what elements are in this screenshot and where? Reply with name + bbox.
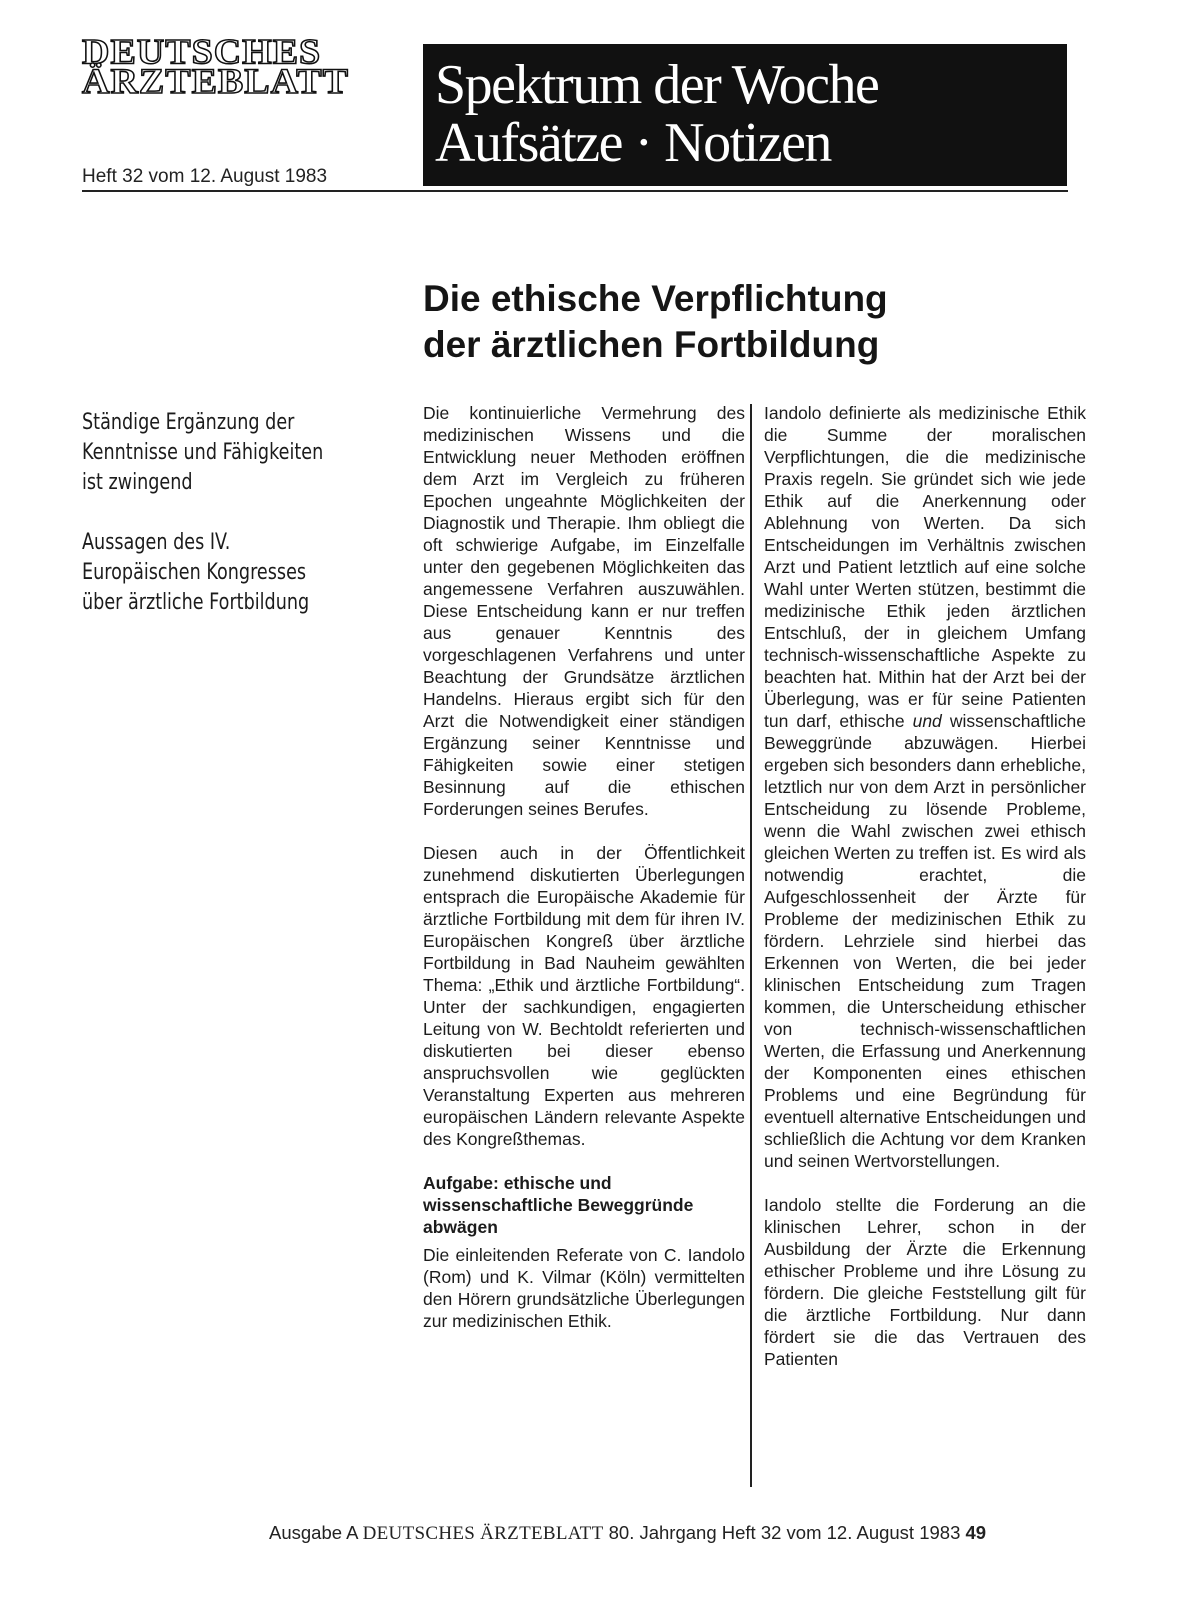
article-teaser xyxy=(82,408,338,648)
body-paragraph: Die kontinuierliche Vermehrung des medizinischen Wissens und die Entwicklung neuer Methoden eröffnen dem Arzt im Vergleich zu früheren Epochen ungeahnte Möglichkeiten der Diagnostik und Therapie. Ihm obliegt die oft schwierige Aufgabe, im Einzelfalle unter den gegebenen Möglichkeiten das angemessene Verfahren auszuwählen. Diese Entscheidung kann er nur treffen aus genauer Kenntnis des vorgeschlagenen Verfahrens und unter Beachtung der Grundsätze ärztlichen Handelns. Hieraus ergibt sich für den Arzt die Notwendigkeit einer ständigen Ergänzung seiner Kenntnisse und Fähigkeiten sowie einer stetigen Besinnung auf die ethischen Forderungen seines Berufes. xyxy=(423,403,745,819)
logo-line-1: DEUTSCHES xyxy=(82,32,322,73)
body-paragraph: Die einleitenden Referate von C. Iandolo (Rom) und K. Vilmar (Köln) vermittelten den Hörern grundsätzliche Überlegungen zur medizinischen Ethik. xyxy=(423,1245,745,1331)
teaser-context: Aussagen des IV. Europäischen Kongresses über ärztliche Fortbildung xyxy=(82,530,310,615)
body-paragraph: Diesen auch in der Öffentlichkeit zunehmend diskutierten Überlegungen entsprach die Europäische Akademie für ärztliche Fortbildung mit dem für ihren IV. Europäischen Kongreß über ärztliche Fortbildung in Bad Nauheim gewählten Thema: „Ethik und ärztliche Fortbildung“. Unter der sachkundigen, engagierten Leitung von W. Bechtoldt referierten und diskutierten bei dieser ebenso anspruchsvollen wie geglückten Veranstaltung Experten aus mehreren europäischen Ländern relevante Aspekte des Kongreßthemas. xyxy=(423,843,745,1149)
page-footer xyxy=(269,1522,986,1545)
banner-line-1: Spektrum der Woche xyxy=(435,54,879,116)
title-line-1: Die ethische Verpflichtung xyxy=(423,278,888,319)
body-paragraph: Iandolo stellte die Forderung an die klinischen Lehrer, schon in der Ausbildung der Ärzte die Erkennung ethischer Probleme und ihre Lösung zu fördern. Die gleiche Feststellung gilt für die ärztliche Fortbildung. Nur dann fördert sie die das Vertrauen des Patienten xyxy=(764,1195,1086,1369)
title-line-2: der ärztlichen Fortbildung xyxy=(423,324,880,365)
column-divider xyxy=(750,404,752,1487)
article-title xyxy=(423,276,1063,368)
footer-info: 80. Jahrgang Heft 32 vom 12. August 1983 xyxy=(608,1522,961,1543)
text-column-2 xyxy=(764,402,1086,1392)
header-rule xyxy=(82,190,1068,192)
emphasis-und: und xyxy=(912,711,942,731)
footer-journal: DEUTSCHES ÄRZTEBLATT xyxy=(362,1523,604,1544)
teaser-subtitle: Ständige Ergänzung der Kenntnisse und Fähigkeiten ist zwingend xyxy=(82,410,324,495)
issue-date: Heft 32 vom 12. August 1983 xyxy=(82,166,328,187)
section-banner xyxy=(423,44,1067,186)
logo-line-2: ÄRZTEBLATT xyxy=(82,61,349,102)
page-number: 49 xyxy=(965,1522,987,1543)
journal-logo xyxy=(82,32,349,102)
body-paragraph xyxy=(764,402,1086,1172)
banner-line-2: Aufsätze · Notizen xyxy=(435,112,831,174)
paragraph-text-b: wissenschaftliche Beweggründe abzuwägen. Hierbei ergeben sich besonders dann erhebliche, letztlich nur von dem Arzt in persönlicher Entscheidung zu lösende Probleme, wenn die Wahl zwischen zwei ethisch gleichen Werten zu treffen ist. Es wird als notwendig erachtet, die Aufgeschlossenheit der Ärzte für Probleme der medizinischen Ethik zu fördern. Lehrziele sind hierbei das Erkennen von Werten, die bei jeder klinischen Entscheidung zum Tragen kommen, die Unterscheidung ethischer von technisch-wissenschaftlichen Werten, die Erfassung und Anerkennung der Komponenten eines ethischen Problems und eine Begründung für eventuell alternative Entscheidungen und schließlich die Achtung vor dem Kranken und seinen Wertvorstellungen. xyxy=(764,711,1086,1171)
text-column-1 xyxy=(423,402,745,1354)
paragraph-text-a: Iandolo definierte als medizinische Ethik die Summe der moralischen Verpflichtungen, die die medizinische Praxis regeln. Sie gründet sich wie jede Ethik auf die Anerkennung oder Ablehnung von Werten. Da sich Entscheidungen im Verhältnis zwischen Arzt und Patient letztlich auf eine solche Wahl unter Werten stützen, bestimmt die medizinische Ethik jeden ärztlichen Entschluß, der in gleichem Umfang technisch-wissenschaftliche Aspekte zu beachten hat. Mithin hat der Arzt bei der Überlegung, was er für seine Patienten tun darf, ethische xyxy=(764,403,1086,731)
section-heading: Aufgabe: ethische und wissenschaftliche Beweggründe abwägen xyxy=(423,1173,694,1237)
footer-edition: Ausgabe A xyxy=(269,1522,358,1543)
